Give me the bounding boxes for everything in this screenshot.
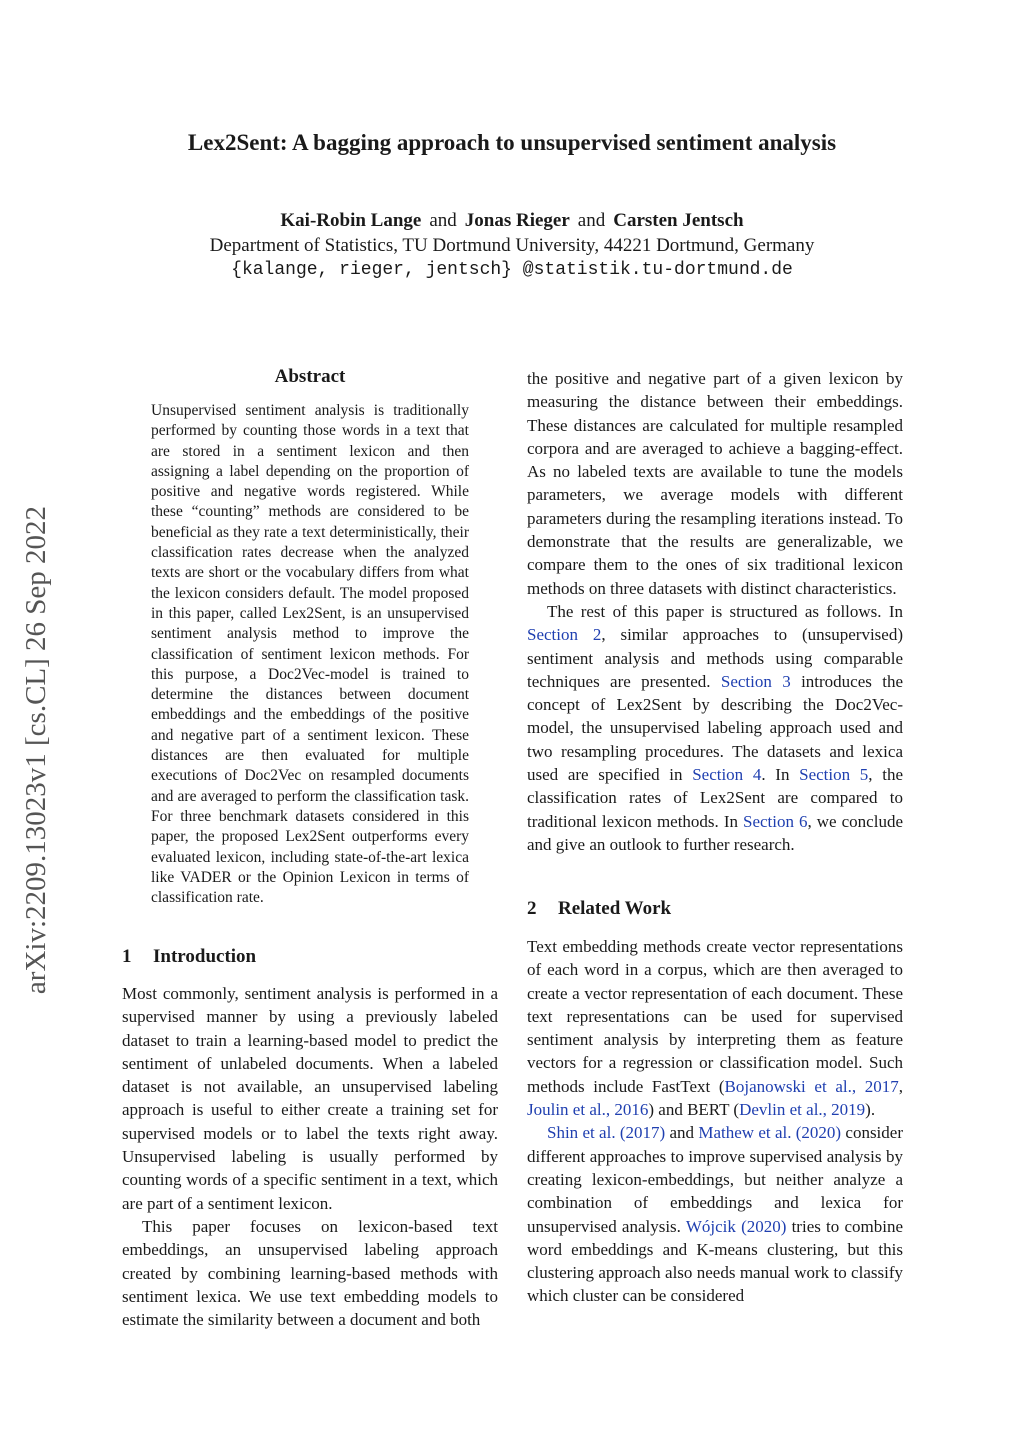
section-number: 1 xyxy=(122,946,132,967)
paragraph: Text embedding methods create vector representations of each word in a corpus, which are then averaged to create a vector representation of each document. These text representations can be used for supervised sentiment analysis by interpreting them as feature vectors for a regression or classification model. Such methods include FastText (Bojanowski et al., 2017, Joulin et al., 2016) and BERT (Devlin et al., 2019). xyxy=(527,937,903,1120)
author-names xyxy=(0,208,1024,233)
right-column-body xyxy=(527,367,903,856)
author-1: Kai-Robin Lange xyxy=(280,210,422,231)
author-separator: and xyxy=(429,210,457,231)
section-number: 2 xyxy=(527,898,537,919)
section-title: Introduction xyxy=(153,946,257,967)
section-heading-introduction xyxy=(122,946,256,968)
citation-bojanowski[interactable]: Bojanowski et al., 2017 xyxy=(724,1076,899,1096)
paragraph: Shin et al. (2017) and Mathew et al. (2020) consider different approaches to improve supervised analysis by creating lexicon-embeddings, but neither analyze a combination of embeddings and lexica for unsupervised analysis. Wójcik (2020) tries to combine word embeddings and K-means clustering, but this clustering approach also needs manual work to classify which cluster can be considered xyxy=(527,1123,904,1306)
arxiv-identifier: arXiv:2209.13023v1 [cs.CL] 26 Sep 2022 xyxy=(20,505,52,995)
author-2: Jonas Rieger xyxy=(464,210,570,231)
paragraph: The rest of this paper is structured as follows. In Section 2, similar approaches to (unsupervised) sentiment analysis and methods using comparable techniques are presented. Section 3 introduces the concept of Lex2Sent by describing the Doc2Vec-model, the unsupervised labeling approach used and two resampling procedures. The datasets and lexica used are specified in Section 4. In Section 5, the classification rates of Lex2Sent are compared to traditional lexicon methods. In Section 6, we conclude and give an outlook to further research. xyxy=(527,601,903,854)
citation-shin[interactable]: Shin et al. (2017) xyxy=(547,1123,666,1143)
section-2-link[interactable]: Section 2 xyxy=(527,625,602,645)
section-3-link[interactable]: Section 3 xyxy=(720,671,791,691)
section-6-link[interactable]: Section 6 xyxy=(743,811,808,831)
paper-title: Lex2Sent: A bagging approach to unsupervised sentiment analysis xyxy=(187,130,837,155)
affiliation: Department of Statistics, TU Dortmund University, 44221 Dortmund, Germany xyxy=(209,235,815,256)
author-block xyxy=(0,208,1024,283)
section-5-link[interactable]: Section 5 xyxy=(799,765,869,785)
author-3: Carsten Jentsch xyxy=(613,210,744,231)
paragraph: This paper focuses on lexicon-based text embeddings, an unsupervised labeling approach created by combining learning-based methods with sentiment lexica. We use text embedding models to estimate the similarity between a document and both xyxy=(122,1216,498,1330)
section-heading-related-work xyxy=(527,898,671,920)
introduction-body xyxy=(122,982,498,1331)
author-separator: and xyxy=(577,210,606,231)
section-title: Related Work xyxy=(558,898,672,919)
author-emails: {kalange, rieger, jentsch} @statistik.tu-dortmund.de xyxy=(231,260,793,280)
citation-joulin[interactable]: Joulin et al., 2016 xyxy=(527,1100,649,1120)
abstract-text: Unsupervised sentiment analysis is traditionally performed by counting those words in a text that are stored in a sentiment lexicon and then assigning a label depending on the proportion of positive and negative words registered. While these “counting” methods are considered to be beneficial as they rate a text deterministically, their classification rates decrease when the analyzed texts are short or the vocabulary differs from what the lexicon considers default. The model proposed in this paper, called Lex2Sent, is an unsupervised sentiment analysis method to improve the classification of sentiment lexicon methods. For this purpose, a Doc2Vec-model is trained to determine the distances between document embeddings and the embeddings of the positive and negative part of a sentiment lexicon. These distances are then evaluated for multiple executions of Doc2Vec on resampled documents and are averaged to perform the classification task. For three benchmark datasets considered in this paper, the proposed Lex2Sent outperforms every evaluated lexicon, including state-of-the-art lexica like VADER or the Opinion Lexicon in terms of classification rate. xyxy=(151,402,469,907)
related-work-body xyxy=(527,935,903,1308)
citation-devlin[interactable]: Devlin et al., 2019 xyxy=(739,1100,866,1120)
paragraph: the positive and negative part of a given lexicon by measuring the distance between their embeddings. These distances are calculated for multiple resampled corpora and are averaged to achieve a bagging-effect. As no labeled texts are available to tune the models parameters, we average models with different parameters during the resampling iterations instead. To demonstrate that the results are generalizable, we compare them to the ones of six traditional lexicon methods on three datasets with distinct characteristics. xyxy=(527,369,903,598)
section-4-link[interactable]: Section 4 xyxy=(692,765,762,785)
citation-mathew[interactable]: Mathew et al. (2020) xyxy=(698,1123,842,1143)
citation-wojcik[interactable]: Wójcik (2020) xyxy=(685,1216,787,1236)
abstract-heading: Abstract xyxy=(274,366,346,387)
paragraph: Most commonly, sentiment analysis is performed in a supervised manner by using a previously labeled dataset to train a learning-based model to predict the sentiment of unlabeled documents. When a labeled dataset is not available, an unsupervised labeling approach is useful to either create a training set for supervised models or to label the texts right away. Unsupervised labeling is usually performed by counting words of a specific sentiment in a text, which are part of a sentiment lexicon. xyxy=(122,984,498,1213)
